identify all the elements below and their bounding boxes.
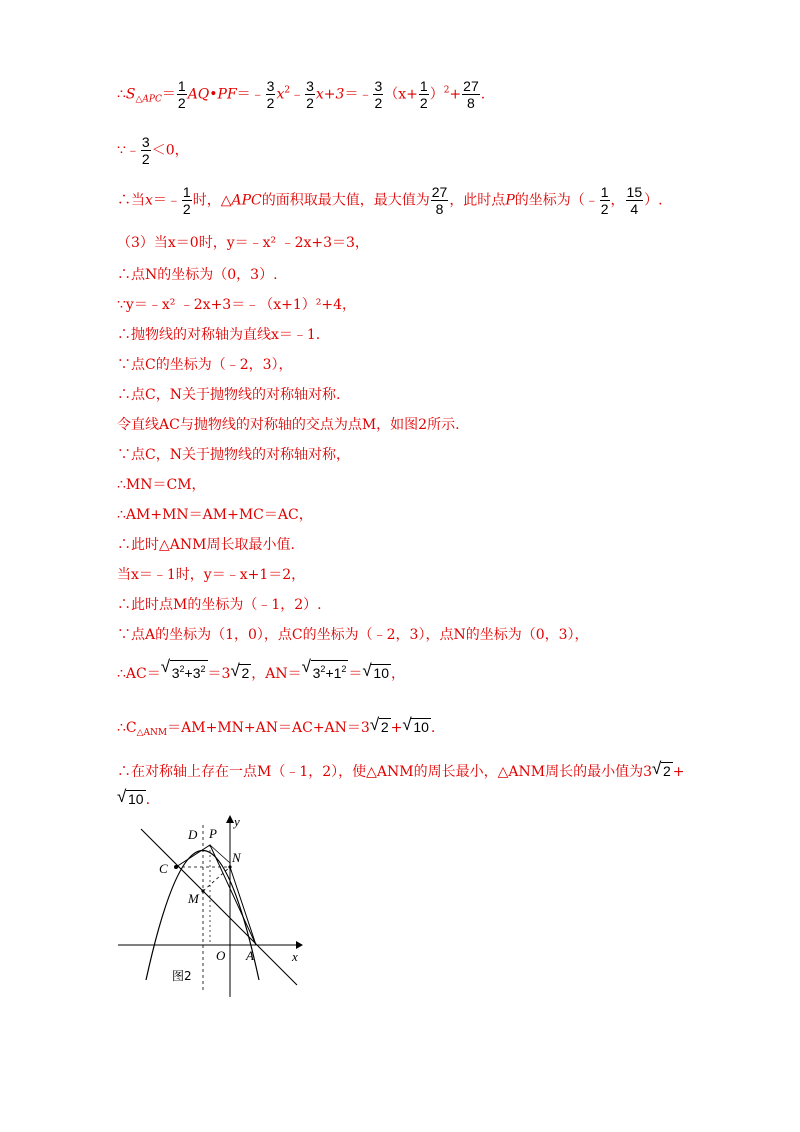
- fraction: [600, 184, 610, 217]
- radical-sign: √: [117, 787, 127, 806]
- denominator: 2: [266, 95, 275, 111]
- text: 的面积取最大值，最大值为: [261, 192, 430, 209]
- sqrt: [369, 715, 391, 736]
- denominator: 8: [462, 94, 480, 111]
- radicand: +3: [184, 665, 201, 681]
- segment-na: [230, 867, 256, 945]
- radical-sign: √: [402, 715, 412, 734]
- line-area-expression: [117, 78, 485, 111]
- numerator: 1: [177, 78, 186, 94]
- equals: ＝﹣: [152, 192, 181, 209]
- exponent: 2: [284, 85, 291, 96]
- plus: +: [390, 720, 403, 736]
- sqrt: [230, 661, 251, 682]
- label-a: A: [246, 948, 254, 963]
- text: ，AN＝: [251, 666, 302, 682]
- radical-sign: √: [230, 661, 240, 680]
- line-axis-of-symmetry: ∴抛物线的对称轴为直线x＝﹣1.: [117, 327, 321, 343]
- area-symbol: S: [125, 86, 136, 103]
- radicand: 3: [312, 665, 321, 681]
- line-conclusion: [117, 759, 685, 781]
- denominator: 2: [141, 151, 150, 167]
- radicand: 2: [380, 719, 389, 735]
- point-c: [174, 865, 178, 869]
- sqrt: [402, 715, 431, 736]
- denominator: 2: [600, 201, 609, 217]
- equals: ＝﹣: [236, 86, 265, 103]
- line-maximum-area: [117, 184, 663, 217]
- numerator: 27: [431, 184, 448, 200]
- fraction: [431, 184, 449, 217]
- text: ∴在对称轴上存在一点M（﹣1，2），使△ANM的周长最小，△ANM周长的最小值为3: [117, 764, 652, 780]
- numerator: 27: [463, 78, 479, 94]
- numerator: 3: [266, 78, 275, 94]
- fraction: [626, 184, 644, 217]
- denominator: 2: [177, 95, 186, 111]
- denominator: 2: [374, 95, 383, 111]
- variable: x: [276, 86, 285, 103]
- radical-sign: √: [362, 661, 372, 680]
- period: .: [145, 792, 151, 808]
- numerator: 1: [600, 184, 609, 200]
- denominator: 2: [419, 95, 428, 111]
- line-conclusion-cont: [117, 787, 151, 809]
- fraction: [141, 134, 151, 167]
- figure-caption: 图2: [172, 969, 192, 983]
- inequality-text: ＜0，: [151, 142, 189, 159]
- exponent: 2: [200, 664, 206, 674]
- minus: ﹣: [290, 86, 305, 103]
- radicand: 3: [171, 665, 180, 681]
- radicand: 2: [662, 763, 671, 779]
- sqrt: [301, 657, 349, 682]
- sqrt: [160, 657, 208, 682]
- radicand: 10: [413, 719, 429, 735]
- denominator: 2: [306, 95, 314, 111]
- radicand: 10: [373, 665, 389, 681]
- term: x+3: [315, 86, 345, 103]
- text: .: [430, 720, 436, 736]
- line-perimeter: [117, 715, 436, 742]
- text: ，此时点: [449, 192, 506, 209]
- line-part3-intro: （3）当x＝0时，y＝﹣x² ﹣2x+3＝3，: [117, 235, 369, 251]
- denominator: 8: [431, 200, 449, 217]
- plus: +: [672, 764, 685, 780]
- numerator: 1: [182, 184, 191, 200]
- fraction: [177, 78, 187, 111]
- equals: ＝﹣: [344, 86, 373, 103]
- area-subscript: △APC: [135, 94, 162, 105]
- line-vertex-form: ∵y＝﹣x² ﹣2x+3＝﹣（x+1）²+4，: [117, 297, 356, 313]
- triangle-name: APC: [231, 192, 262, 209]
- label-o: O: [216, 948, 226, 963]
- line-cn-symmetric: ∴点C，N关于抛物线的对称轴对称.: [117, 387, 341, 403]
- line-define-m: 令直线AC与抛物线的对称轴的交点为点M，如图2所示.: [117, 417, 460, 433]
- line-mn-cm: ∴MN＝CM，: [117, 477, 206, 493]
- minus: ﹣: [125, 142, 140, 159]
- text: ，: [391, 666, 405, 682]
- numerator: 1: [419, 78, 428, 94]
- label-n: N: [232, 850, 241, 865]
- equals: ＝: [161, 86, 176, 103]
- text: ＝: [348, 666, 363, 682]
- period: .: [480, 86, 486, 103]
- line-point-m: ∴此时点M的坐标为（﹣1，2）.: [117, 597, 322, 613]
- radical-sign: √: [651, 759, 662, 778]
- variable: x: [145, 192, 153, 209]
- exponent: 2: [443, 85, 450, 96]
- figure-2-diagram: [113, 815, 303, 1000]
- because-symbol: ∵: [117, 142, 126, 159]
- radicand: 2: [241, 665, 250, 681]
- line-x-minus1: 当x＝﹣1时，y＝﹣x+1＝2，: [117, 567, 306, 583]
- numerator: 3: [306, 78, 314, 94]
- line-min-perimeter: ∴此时△ANM周长取最小值.: [117, 537, 295, 553]
- label-y: y: [234, 815, 240, 829]
- numerator: 3: [374, 78, 383, 94]
- point-name: P: [505, 192, 515, 209]
- numerator: 3: [141, 134, 150, 150]
- sqrt: [362, 661, 391, 682]
- text: ＝AM+MN+AN＝AC+AN＝3: [167, 720, 370, 736]
- therefore-symbol: ∴: [117, 86, 126, 103]
- comma: ，: [610, 192, 625, 209]
- radical-sign: √: [369, 715, 380, 734]
- y-axis-arrow: [226, 815, 234, 823]
- denominator: 2: [182, 201, 191, 217]
- line-point-n: ∴点N的坐标为（0，3）.: [117, 267, 278, 283]
- line-coefficient-negative: [117, 134, 189, 167]
- product-term: AQ•PF: [187, 86, 237, 103]
- fraction: [266, 78, 276, 111]
- text: ∴AC＝: [117, 666, 161, 682]
- radicand: 10: [128, 791, 144, 807]
- plus: +: [449, 86, 462, 103]
- numerator: 15: [626, 184, 643, 200]
- text: ∴C: [117, 720, 137, 736]
- denominator: 4: [626, 200, 644, 217]
- exponent: 2: [341, 664, 347, 674]
- exponent: 2: [179, 664, 185, 674]
- text: ）.: [644, 192, 663, 209]
- label-x: x: [292, 949, 298, 964]
- line-sum-ac: ∴AM+MN＝AM+MC＝AC，: [117, 507, 313, 523]
- text: ＝3: [207, 666, 231, 682]
- line-ac-an-lengths: [117, 657, 405, 683]
- subscript: △ANM: [136, 728, 168, 738]
- text: 时，△: [192, 192, 232, 209]
- label-m: M: [188, 891, 199, 906]
- radical-sign: √: [160, 657, 171, 676]
- paren-term: （x+: [384, 86, 418, 103]
- paren-close: ）: [429, 86, 444, 103]
- sqrt: [651, 759, 673, 780]
- point-n: [228, 865, 231, 868]
- label-d: D: [188, 827, 198, 842]
- exponent: 2: [320, 664, 326, 674]
- fraction: [419, 78, 429, 111]
- line-point-c: ∵点C的坐标为（﹣2，3），: [117, 357, 293, 373]
- line-points-coords: ∵点A的坐标为（1，0），点C的坐标为（﹣2，3），点N的坐标为（0，3），: [117, 627, 589, 643]
- point-m: [201, 889, 204, 892]
- text: ∴当: [117, 192, 145, 209]
- fraction: [373, 78, 383, 111]
- sqrt: [117, 787, 146, 808]
- fraction: [305, 78, 315, 111]
- segment-pn: [210, 845, 230, 863]
- fraction: [182, 184, 192, 217]
- label-c: C: [159, 861, 168, 876]
- fraction: [462, 78, 480, 111]
- text: 的坐标为（﹣: [514, 192, 599, 209]
- x-axis-arrow: [296, 941, 303, 949]
- line-cn-symmetric-2: ∵点C，N关于抛物线的对称轴对称，: [117, 447, 350, 463]
- radicand: +1: [325, 665, 342, 681]
- radical-sign: √: [301, 657, 311, 676]
- label-p: P: [209, 826, 217, 841]
